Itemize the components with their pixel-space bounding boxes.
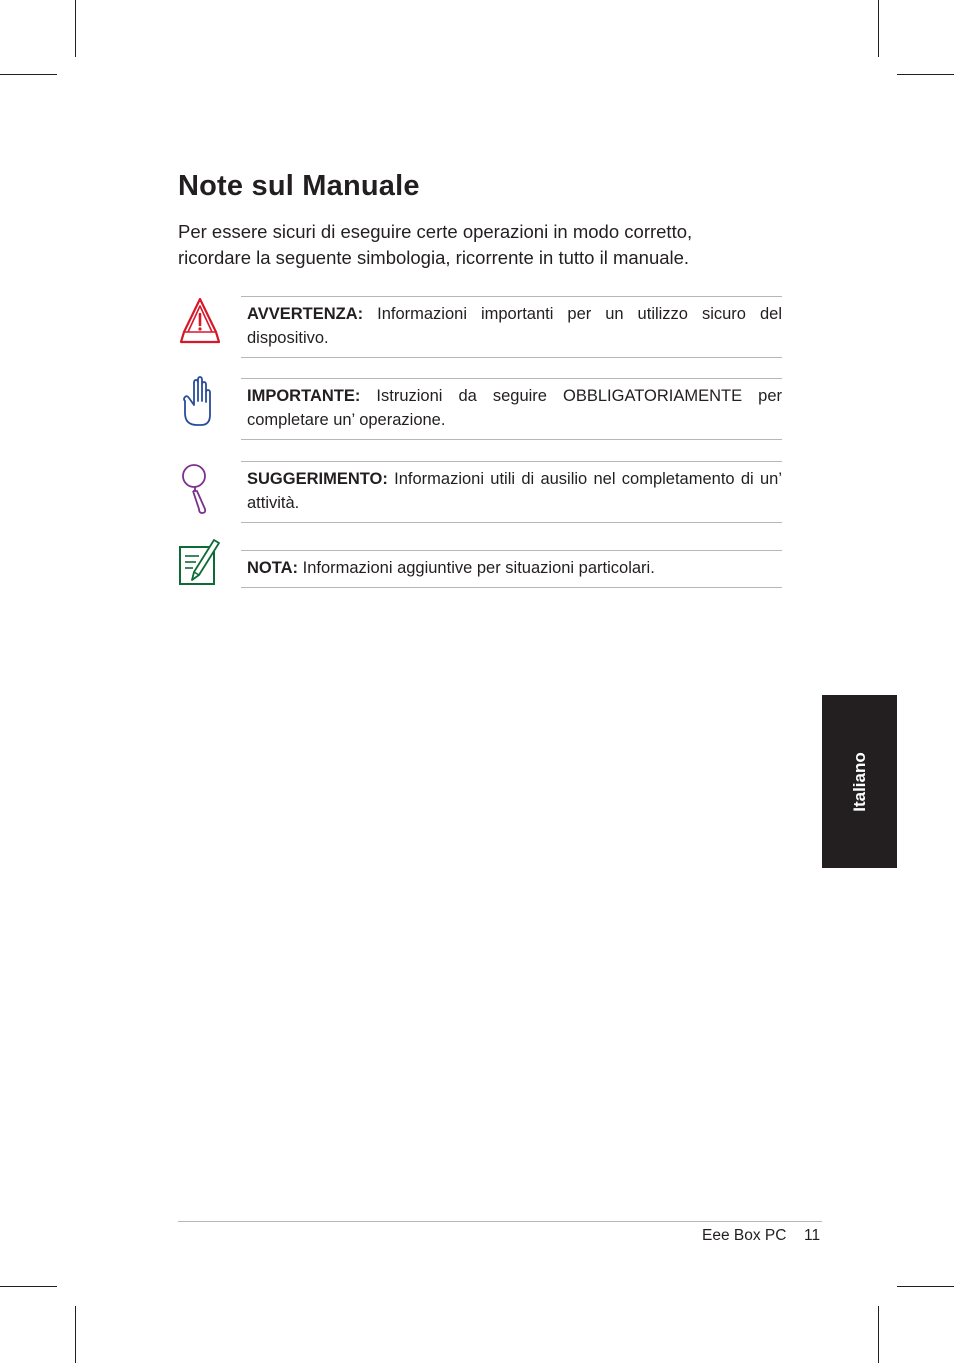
- footer-rule: [178, 1221, 822, 1222]
- crop-mark: [878, 0, 879, 57]
- language-tab-label: Italiano: [849, 751, 869, 812]
- intro-paragraph: [178, 219, 778, 271]
- notice-text: Informazioni importanti per un utilizzo sicuro del dispositivo.: [247, 305, 782, 347]
- notice-label: IMPORTANTE:: [247, 387, 361, 405]
- warning-triangle-icon: [178, 296, 222, 348]
- notice-label: SUGGERIMENTO:: [247, 470, 388, 488]
- raised-hand-icon: [178, 375, 222, 427]
- footer-product: Eee Box PC: [702, 1227, 787, 1244]
- crop-mark: [75, 0, 76, 57]
- notice-text-box: [241, 378, 782, 440]
- notice-label: NOTA:: [247, 559, 299, 577]
- notice-text: Informazioni aggiuntive per situazioni particolari.: [302, 559, 655, 577]
- crop-mark: [0, 1286, 57, 1287]
- notice-text: Istruzioni da seguire OBBLIGATORIAMENTE per completare un’ operazione.: [247, 387, 782, 429]
- note-pencil-icon: [178, 538, 222, 590]
- magnifier-icon: [178, 459, 222, 511]
- intro-line: Per essere sicuri di eseguire certe operazioni in modo corretto,: [178, 221, 693, 242]
- footer-page-number: 11: [804, 1227, 821, 1244]
- notice-label: AVVERTENZA:: [247, 305, 364, 323]
- page-title: Note sul Manuale: [178, 170, 420, 202]
- notice-text-box: [241, 550, 782, 588]
- notice-text: Informazioni utili di ausilio nel completamento di un’ attività.: [247, 470, 782, 512]
- notice-text-box: [241, 296, 782, 358]
- crop-mark: [878, 1306, 879, 1363]
- crop-mark: [897, 74, 954, 75]
- notice-text-box: [241, 461, 782, 523]
- intro-line: ricordare la seguente simbologia, ricorrente in tutto il manuale.: [178, 247, 690, 268]
- language-tab: [822, 695, 897, 868]
- crop-mark: [0, 74, 57, 75]
- crop-mark: [897, 1286, 954, 1287]
- crop-mark: [75, 1306, 76, 1363]
